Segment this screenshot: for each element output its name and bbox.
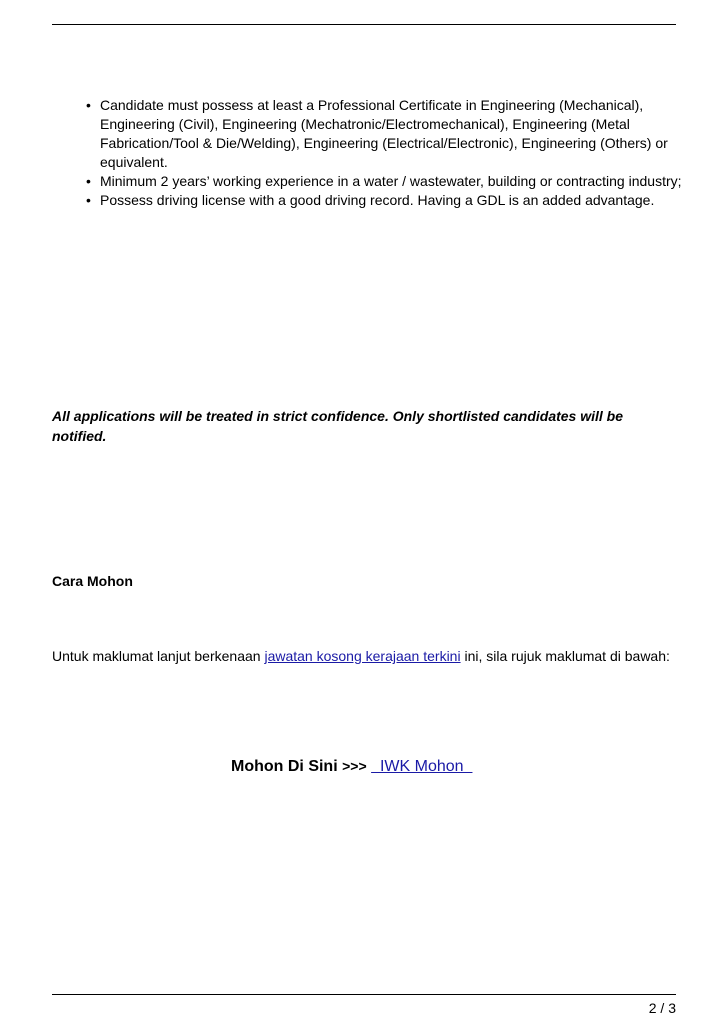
- info-text-after: ini, sila rujuk maklumat di bawah:: [460, 648, 670, 664]
- list-item: • Possess driving license with a good driving record. Having a GDL is an added advantage.: [84, 191, 684, 210]
- info-paragraph: [52, 646, 672, 666]
- page-number: 2 / 3: [648, 1000, 676, 1016]
- confidential-notice: All applications will be treated in strict confidence. Only shortlisted candidates will be notified.: [52, 408, 624, 444]
- apply-line: [231, 756, 472, 777]
- jawatan-kosong-link[interactable]: jawatan kosong kerajaan terkini: [264, 648, 461, 664]
- footer-divider: [52, 994, 676, 995]
- list-item: • Minimum 2 years’ working experience in a water / wastewater, building or contracting industry;: [84, 172, 684, 191]
- requirements-list: [84, 96, 684, 210]
- list-item: • Candidate must possess at least a Professional Certificate in Engineering (Mechanical), Engineering (Civil), Engineering (Mechatronic/Electromechanical), Engineering (Metal Fabrication/Tool & Die/Welding), Engineering (Electrical/Electronic), Engineering (Others) or equivalent.: [84, 96, 684, 172]
- header-divider: [52, 24, 676, 25]
- section-heading: Cara Mohon: [52, 573, 133, 589]
- info-text-before: Untuk maklumat lanjut berkenaan: [52, 648, 265, 664]
- iwk-mohon-link[interactable]: IWK Mohon: [371, 758, 473, 775]
- apply-label: Mohon Di Sini: [231, 758, 338, 775]
- apply-arrows: >>>: [342, 758, 367, 774]
